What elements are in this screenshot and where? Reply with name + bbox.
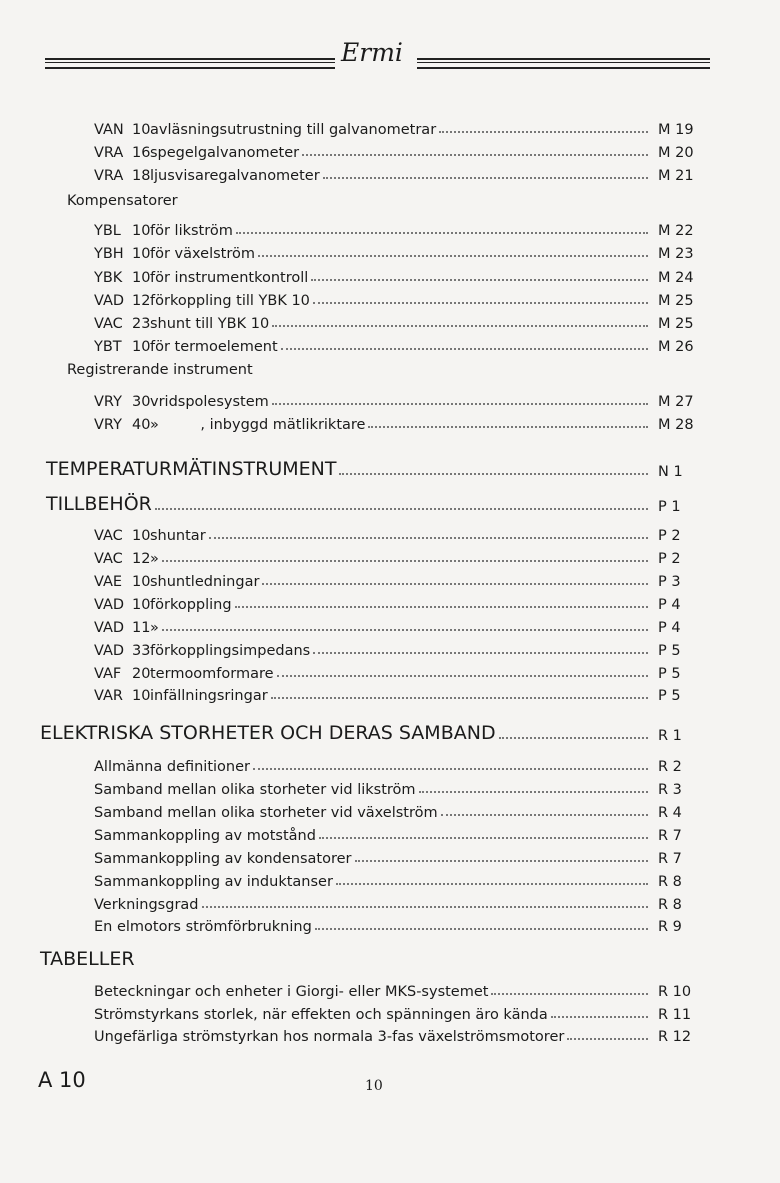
- entry-label: [94, 339, 281, 355]
- entry-text: Samband mellan olika storheter vid växelström: [94, 805, 438, 821]
- entry-number: 23: [132, 316, 151, 332]
- entry-label: [94, 417, 368, 433]
- dot-leader: [439, 131, 648, 133]
- entry-text: » , inbyggd mätlikriktare: [150, 417, 366, 433]
- entry-code: VAR: [94, 688, 123, 704]
- entry-code: VAC: [94, 316, 123, 332]
- dot-leader: [313, 302, 648, 304]
- ermi-logo: Ermi: [341, 38, 403, 67]
- entry-number: 12: [132, 293, 151, 309]
- entry-text: för instrumentkontroll: [150, 270, 309, 286]
- dot-leader: [277, 675, 648, 677]
- entry-code: VRY: [94, 394, 122, 410]
- toc-entry[interactable]: [94, 308, 710, 332]
- dot-leader: [272, 325, 648, 327]
- entry-page: M 26: [658, 339, 694, 355]
- entry-label: [94, 246, 258, 262]
- dot-leader: [319, 837, 648, 839]
- toc-entry[interactable]: [94, 658, 710, 682]
- entry-code: YBL: [94, 223, 121, 239]
- toc-entry[interactable]: [94, 843, 710, 867]
- toc-entry[interactable]: [94, 543, 710, 567]
- toc-entry[interactable]: [94, 797, 710, 821]
- entry-page: M 20: [658, 145, 694, 161]
- dot-leader: [551, 1016, 648, 1018]
- entry-label: [94, 122, 439, 138]
- entry-text: termoomformare: [150, 666, 274, 682]
- toc-entry[interactable]: [46, 456, 710, 480]
- entry-page: R 7: [658, 828, 682, 844]
- entry-number: 10: [132, 339, 151, 355]
- entry-number: 12: [132, 551, 151, 567]
- entry-page: M 24: [658, 270, 694, 286]
- entry-code: VAN: [94, 122, 124, 138]
- toc-entry[interactable]: [94, 160, 710, 184]
- entry-label: [94, 293, 313, 309]
- entry-page: R 8: [658, 897, 682, 913]
- entry-text: förkopplingsimpedans: [150, 643, 311, 659]
- toc-entry[interactable]: [94, 774, 710, 798]
- entry-label: [94, 597, 235, 613]
- entry-page: M 21: [658, 168, 694, 184]
- entry-page: R 11: [658, 1007, 692, 1023]
- entry-page: P 4: [658, 597, 681, 613]
- dot-leader: [258, 255, 648, 257]
- dot-leader: [313, 652, 648, 654]
- entry-text: förkoppling: [150, 597, 232, 613]
- entry-text: spegelgalvanometer: [150, 145, 300, 161]
- entry-text: Beteckningar och enheter i Giorgi- eller MKS-systemet: [94, 984, 489, 1000]
- entry-number: 10: [132, 122, 151, 138]
- entry-code: VRY: [94, 417, 122, 433]
- entry-page: M 25: [658, 293, 694, 309]
- entry-code: VAD: [94, 620, 125, 636]
- entry-page: R 8: [658, 874, 682, 890]
- dot-leader: [302, 154, 648, 156]
- toc-entry[interactable]: [94, 238, 710, 262]
- section-heading: Registrerande instrument: [67, 362, 253, 378]
- entry-text: shuntar: [150, 528, 206, 544]
- entry-text: Samband mellan olika storheter vid likström: [94, 782, 416, 798]
- dot-leader: [441, 814, 648, 816]
- entry-code: YBK: [94, 270, 123, 286]
- entry-page: M 27: [658, 394, 694, 410]
- entry-code: YBT: [94, 339, 122, 355]
- entry-label: [94, 551, 162, 567]
- entry-page: P 2: [658, 551, 681, 567]
- entry-number: 33: [132, 643, 151, 659]
- entry-text: avläsningsutrustning till galvanometrar: [150, 122, 437, 138]
- toc-entry[interactable]: [94, 751, 710, 775]
- entry-text: för växelström: [150, 246, 255, 262]
- entry-label: [94, 688, 271, 704]
- entry-text: En elmotors strömförbrukning: [94, 919, 312, 935]
- entry-page: P 2: [658, 528, 681, 544]
- toc-entry[interactable]: [94, 520, 710, 544]
- entry-number: 10: [132, 597, 151, 613]
- toc-entry[interactable]: [94, 889, 710, 913]
- toc-entry[interactable]: [94, 262, 710, 286]
- entry-page: M 19: [658, 122, 694, 138]
- header-rule-left: [45, 58, 335, 69]
- entry-number: 10: [132, 574, 151, 590]
- dot-leader: [499, 737, 648, 739]
- header-rule: [45, 38, 710, 78]
- entry-label: [94, 620, 162, 636]
- entry-page: M 28: [658, 417, 694, 433]
- page-number: 10: [365, 1078, 383, 1094]
- entry-page: P 5: [658, 688, 681, 704]
- entry-text: Strömstyrkans storlek, när effekten och spänningen äro kända: [94, 1007, 548, 1023]
- entry-number: 10: [132, 270, 151, 286]
- dot-leader: [419, 791, 648, 793]
- toc-entry[interactable]: [94, 866, 710, 890]
- dot-leader: [162, 560, 648, 562]
- entry-code: VAE: [94, 574, 123, 590]
- entry-code: VAD: [94, 643, 125, 659]
- toc-entry[interactable]: [94, 215, 710, 239]
- entry-label: [94, 394, 272, 410]
- entry-code: VRA: [94, 145, 124, 161]
- entry-number: 30: [132, 394, 151, 410]
- entry-text: ELEKTRISKA STORHETER OCH DERAS SAMBAND: [40, 722, 496, 744]
- toc-entry[interactable]: [94, 409, 710, 433]
- entry-label: [94, 168, 323, 184]
- entry-number: 20: [132, 666, 151, 682]
- section-heading: TABELLER: [40, 948, 135, 970]
- toc-entry[interactable]: [94, 976, 710, 1000]
- toc-entry[interactable]: [46, 491, 710, 515]
- entry-text: shuntledningar: [150, 574, 260, 590]
- entry-page: R 3: [658, 782, 682, 798]
- dot-leader: [355, 860, 649, 862]
- entry-page: R 12: [658, 1029, 692, 1045]
- entry-text: Verkningsgrad: [94, 897, 199, 913]
- entry-label: [94, 574, 262, 590]
- dot-leader: [315, 928, 648, 930]
- toc-entry[interactable]: [94, 589, 710, 613]
- entry-code: VAD: [94, 597, 125, 613]
- header-rule-right: [417, 58, 710, 69]
- entry-text: Sammankoppling av kondensatorer: [94, 851, 352, 867]
- toc-entry[interactable]: [94, 911, 710, 935]
- entry-text: TEMPERATURMÄTINSTRUMENT: [46, 458, 337, 480]
- dot-leader: [235, 606, 648, 608]
- entry-text: ljusvisaregalvanometer: [150, 168, 320, 184]
- entry-page: P 1: [658, 499, 681, 515]
- entry-text: förkoppling till YBK 10: [150, 293, 310, 309]
- entry-page: M 23: [658, 246, 694, 262]
- dot-leader: [567, 1038, 648, 1040]
- entry-text: vridspolesystem: [150, 394, 269, 410]
- entry-page: P 4: [658, 620, 681, 636]
- entry-number: 11: [132, 620, 151, 636]
- dot-leader: [491, 993, 648, 995]
- entry-page: M 25: [658, 316, 694, 332]
- toc-entry[interactable]: [94, 137, 710, 161]
- dot-leader: [155, 508, 648, 510]
- entry-page: P 3: [658, 574, 681, 590]
- entry-text: shunt till YBK 10: [150, 316, 270, 332]
- dot-leader: [339, 473, 648, 475]
- toc-entry[interactable]: [40, 720, 710, 744]
- dot-leader: [323, 177, 648, 179]
- entry-code: VAF: [94, 666, 122, 682]
- entry-page: P 5: [658, 666, 681, 682]
- entry-text: infällningsringar: [150, 688, 268, 704]
- section-label: A 10: [38, 1068, 86, 1092]
- toc-entry[interactable]: [94, 386, 710, 410]
- entry-text: Sammankoppling av motstånd: [94, 828, 316, 844]
- section-heading: Kompensatorer: [67, 193, 178, 209]
- entry-number: 10: [132, 528, 151, 544]
- entry-number: 10: [132, 688, 151, 704]
- entry-page: R 4: [658, 805, 682, 821]
- entry-page: M 22: [658, 223, 694, 239]
- toc-entry[interactable]: [94, 612, 710, 636]
- entry-code: VAC: [94, 528, 123, 544]
- toc-entry[interactable]: [94, 331, 710, 355]
- entry-text: »: [150, 551, 159, 567]
- toc-entry[interactable]: [94, 1021, 710, 1045]
- entry-page: R 2: [658, 759, 682, 775]
- entry-page: R 1: [658, 728, 682, 744]
- toc-entry[interactable]: [94, 635, 710, 659]
- entry-page: R 7: [658, 851, 682, 867]
- dot-leader: [253, 768, 648, 770]
- entry-label: [94, 643, 313, 659]
- entry-text: för likström: [150, 223, 233, 239]
- entry-code: VAC: [94, 551, 123, 567]
- entry-code: YBH: [94, 246, 124, 262]
- entry-number: 40: [132, 417, 151, 433]
- toc-entry[interactable]: [94, 114, 710, 138]
- dot-leader: [336, 883, 648, 885]
- dot-leader: [368, 426, 648, 428]
- entry-text: »: [150, 620, 159, 636]
- dot-leader: [272, 403, 648, 405]
- entry-text: Ungefärliga strömstyrkan hos normala 3-fas växelströmsmotorer: [94, 1029, 565, 1045]
- dot-leader: [202, 906, 649, 908]
- entry-code: VAD: [94, 293, 125, 309]
- entry-label: [94, 528, 209, 544]
- entry-label: [94, 145, 302, 161]
- toc-entry[interactable]: [94, 999, 710, 1023]
- entry-number: 10: [132, 246, 151, 262]
- dot-leader: [236, 232, 648, 234]
- entry-text: för termoelement: [150, 339, 278, 355]
- entry-page: N 1: [658, 464, 683, 480]
- entry-label: [94, 223, 236, 239]
- entry-page: R 10: [658, 984, 692, 1000]
- entry-number: 10: [132, 223, 151, 239]
- entry-label: [94, 316, 272, 332]
- toc-entry[interactable]: [94, 566, 710, 590]
- dot-leader: [162, 629, 648, 631]
- entry-label: [94, 270, 311, 286]
- entry-code: VRA: [94, 168, 124, 184]
- toc-entry[interactable]: [94, 820, 710, 844]
- toc-entry[interactable]: [94, 680, 710, 704]
- dot-leader: [311, 279, 648, 281]
- entry-text: TILLBEHÖR: [46, 493, 152, 515]
- entry-text: Allmänna definitioner: [94, 759, 250, 775]
- entry-page: R 9: [658, 919, 682, 935]
- toc-entry[interactable]: [94, 285, 710, 309]
- entry-page: P 5: [658, 643, 681, 659]
- entry-text: Sammankoppling av induktanser: [94, 874, 333, 890]
- entry-number: 16: [132, 145, 151, 161]
- dot-leader: [209, 537, 648, 539]
- dot-leader: [262, 583, 648, 585]
- dot-leader: [281, 348, 648, 350]
- dot-leader: [271, 697, 648, 699]
- entry-number: 18: [132, 168, 151, 184]
